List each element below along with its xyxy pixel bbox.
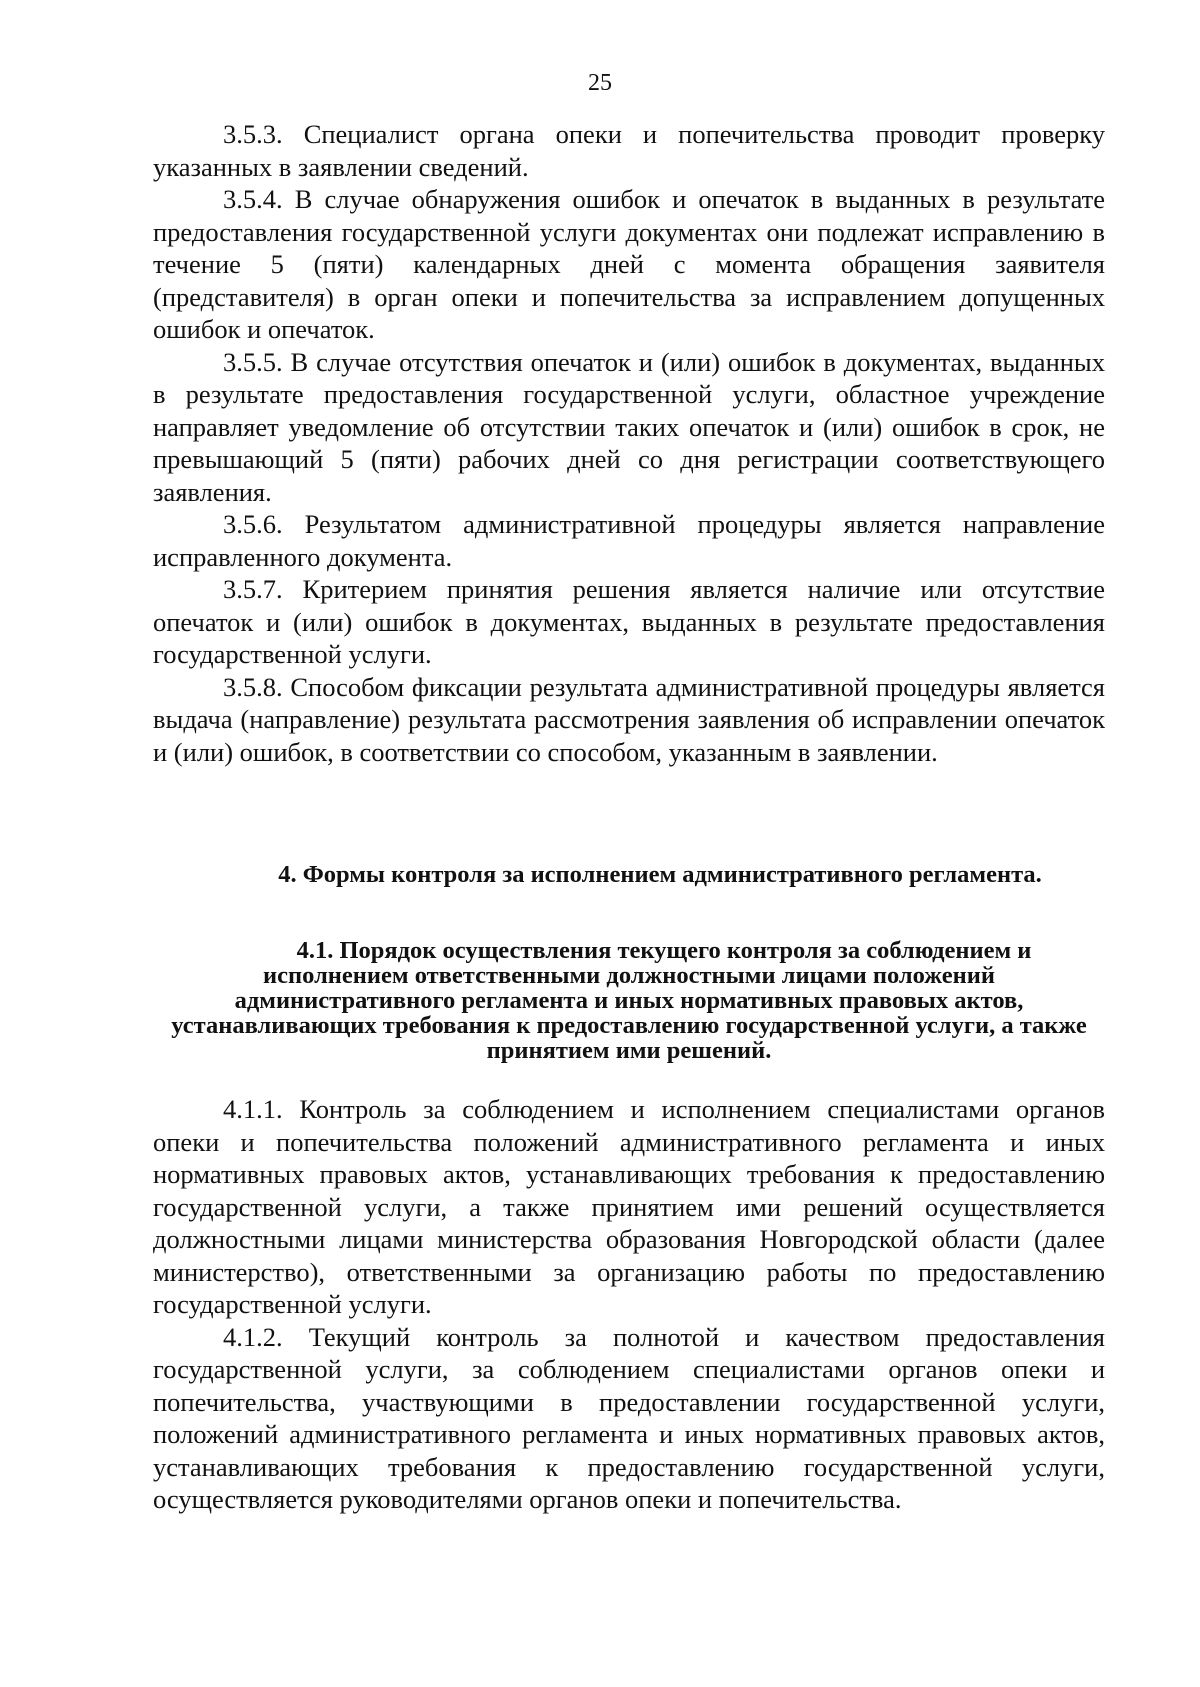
section-4-heading: 4. Формы контроля за исполнением административного регламента. <box>278 861 1042 888</box>
paragraph-4-1-2: 4.1.2. Текущий контроль за полнотой и качеством предоставления государственной услуги, за соблюдением специалистами органов опеки и попечительства, участвующими в предоставлении государственной услуги, положений административного регламента и иных нормативных правовых актов, устанавливающих требования к предоставлению государственной услуги, осуществляется руководителями органов опеки и попечительства. <box>153 1321 1105 1514</box>
paragraph-3-5-6: 3.5.6. Результатом административной процедуры является направление исправленного документа. <box>153 509 1105 572</box>
paragraph-3-5-4: 3.5.4. В случае обнаружения ошибок и опечаток в выданных в результате предоставления государственной услуги документах они подлежат исправлению в течение 5 (пяти) календарных дней с момента обращения заявителя (представителя) в орган опеки и попечительства за исправлением допущенных ошибок и опечаток. <box>153 184 1105 344</box>
paragraph-3-5-3: 3.5.3. Специалист органа опеки и попечительства проводит проверку указанных в заявлении сведений. <box>153 119 1105 182</box>
section-4-1-text <box>153 1093 1105 1516</box>
paragraph-3-5-5: 3.5.5. В случае отсутствия опечаток и (или) ошибок в документах, выданных в результате предоставления государственной услуги, областное учреждение направляет уведомление об отсутствии таких опечаток и (или) ошибок в срок, не превышающий 5 (пяти) рабочих дней со дня регистрации соответствующего заявления. <box>153 346 1105 507</box>
paragraph-4-1-1: 4.1.1. Контроль за соблюдением и исполнением специалистами органов опеки и попечительства положений административного регламента и иных нормативных правовых актов, устанавливающих требования к предоставлению государственной услуги, а также принятием ими решений осуществляется должностными лицами министерства образования Новгородской области (далее министерство), ответственными за организацию работы по предоставлению государственной услуги. <box>153 1094 1105 1319</box>
paragraph-3-5-7: 3.5.7. Критерием принятия решения является наличие или отсутствие опечаток и (или) ошибок в документах, выданных в результате предоставления государственной услуги. <box>153 574 1105 669</box>
page-number: 25 <box>588 70 612 96</box>
section-3-5-text <box>153 118 1105 768</box>
section-4-1-subheading: 4.1. Порядок осуществления текущего контроля за соблюдением и исполнением ответственными должностными лицами положений административного регламента и иных нормативных правовых актов, устанавливающих требования к предоставлению государственной услуги, а также принятием ими решений. <box>171 937 1087 1064</box>
paragraph-3-5-8: 3.5.8. Способом фиксации результата административной процедуры является выдача (направление) результата рассмотрения заявления об исправлении опечаток и (или) ошибок, в соответствии со способом, указанным в заявлении. <box>153 671 1105 767</box>
